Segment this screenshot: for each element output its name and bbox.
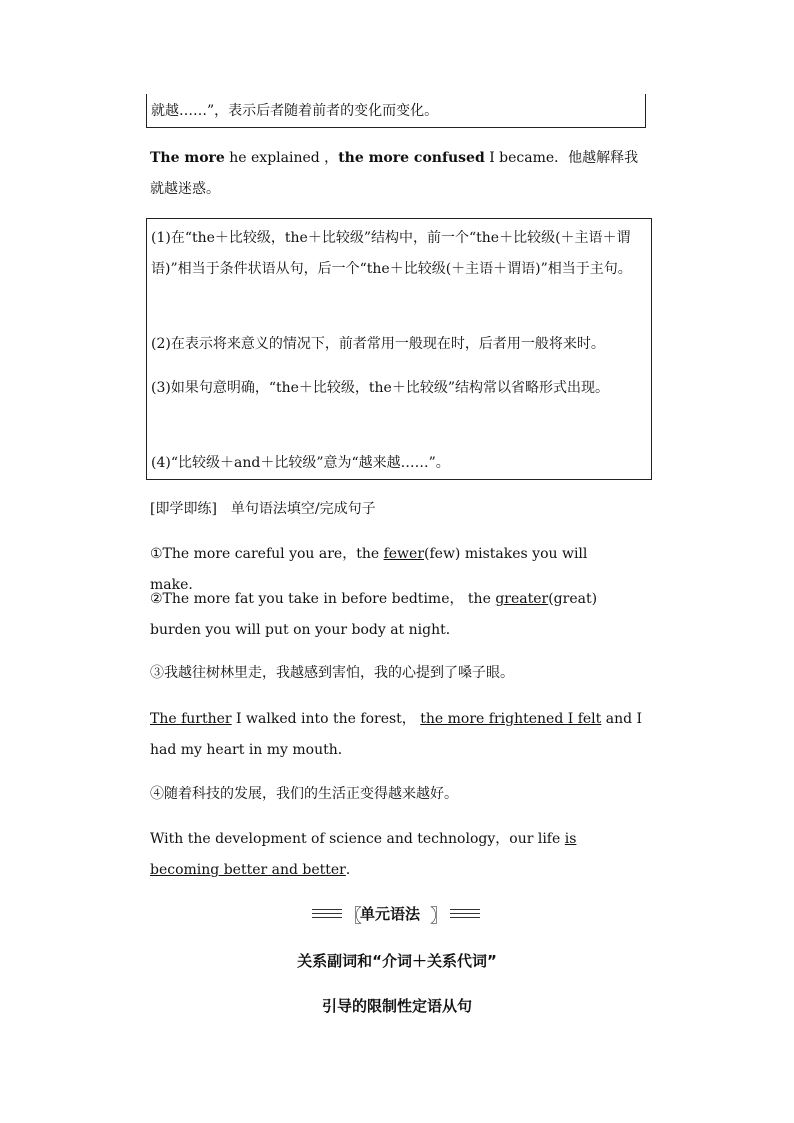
section-title-line-2: 引导的限制性定语从句: [321, 997, 472, 1015]
question-3-chinese: ③我越往树林里走，我越感到害怕，我的心提到了嗓子眼。: [150, 665, 514, 681]
note-2: (2)在表示将来意义的情况下，前者常用一般现在时，后者用一般将来时。: [151, 336, 605, 352]
practice-heading: [即学即练] 单句语法填空/完成句子: [150, 501, 376, 517]
answer-blank: the more frightened I felt: [420, 711, 602, 727]
banner-title: 单元语法: [360, 905, 421, 923]
example-text-2: I became．他越解释我就越迷惑。: [150, 150, 639, 197]
banner-right-rule: [450, 909, 480, 919]
note-1: (1)在“the＋比较级，the＋比较级”结构中，前一个“the＋比较级(＋主语＋谓语)”相当于条件状语从句，后一个“the＋比较级(＋主语＋谓语)”相当于主句。: [151, 230, 632, 277]
example-emphasis-2: the more confused: [338, 150, 485, 166]
question-4-chinese: ④随着科技的发展，我们的生活正变得越来越好。: [150, 786, 458, 802]
question-2: ②The more fat you take in before bedtime， the greater(great) burden you will put on your body at night．: [150, 591, 598, 638]
grammar-notes-box: [146, 218, 652, 480]
banner-right-bracket: 〗: [430, 906, 448, 927]
question-3: The further I walked into the forest， the more frightened I felt and I had my heart in my mouth．: [150, 711, 643, 758]
continued-note-text: 就越……”，表示后者随着前者的变化而变化。: [151, 103, 439, 119]
answer-blank: The further: [150, 711, 232, 727]
answer-blank: greater: [495, 591, 549, 607]
continued-note-box: [146, 94, 646, 128]
note-4: (4)“比较级＋and＋比较级”意为“越来越……”。: [151, 455, 450, 471]
section-banner: [312, 903, 482, 925]
answer-blank: is becoming better and better: [150, 831, 577, 878]
question-4: With the development of science and technology，our life is becoming better and better．: [150, 831, 577, 878]
question-1: ①The more careful you are，the fewer(few) mistakes you will make．: [150, 546, 588, 593]
answer-blank: fewer: [383, 546, 425, 562]
section-title-line-1: 关系副词和“介词＋关系代词”: [297, 952, 497, 970]
note-3: (3)如果句意明确，“the＋比较级，the＋比较级”结构常以省略形式出现。: [151, 380, 609, 396]
banner-left-rule: [312, 909, 342, 919]
example-text-1: he explained ，: [224, 150, 339, 166]
example-sentence: [150, 143, 644, 205]
example-emphasis-1: The more: [150, 150, 225, 166]
banner-left-bracket: 〖: [344, 906, 362, 927]
